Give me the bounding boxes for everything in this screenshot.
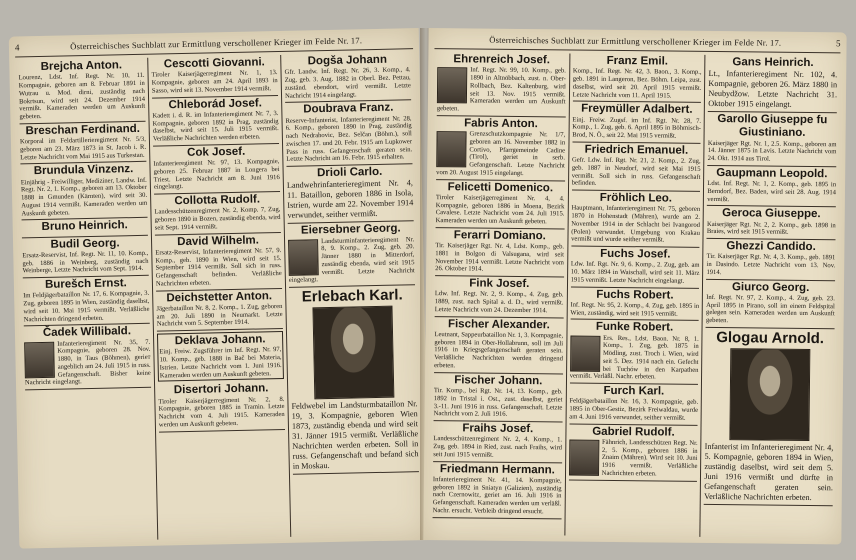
notice-name: Brejcha Anton. (40, 59, 123, 73)
notice-text: Im Feldjägerbataillon Nr. 17, 6. Kompagnie, 3. Zug, geboren 1895 in Wien, zuständig daselbst, wird seit 10. Mai 1915 vermißt. Verläßliche Nachrichten dringend erbeten. (23, 290, 150, 324)
notice-text: Fähnrich, Landesschützen Regt. Nr. 2, 5. Komp., geboren 1886 in Znaim (Mähren). Wird seit 10. Juni 1916 vermißt. Verläßliche Nachrichten erbeten. (601, 438, 698, 478)
notice-text: Reserve-Infanterist, Infanterieregiment Nr. 28, 6. Komp., geboren 1890 in Prag, zuständig nach Nedrahovic, Bez. Selčan (Böhm.), soll zwischen 17. und 20. Febr. 1915 am Lupkower Pass in russ. Gefangenschaft geraten sein. Letzte Nachricht am 16. Febr. 1915 erhalten. (285, 114, 413, 164)
notice-name: Gans Heinrich. (732, 56, 814, 70)
notice-text: Ldw. Inf. Regt. Nr. 2, 9. Komp., 4. Zug, geb. 1889, zust. nach Spital a. d. D., wird vermißt. Letzte Nachricht vom 24. Dezember 1914. (434, 290, 564, 315)
notice-name: Furch Karl. (603, 385, 665, 398)
notice-entry (288, 222, 415, 288)
column (281, 52, 423, 537)
notice-entry (572, 142, 701, 192)
notice-entry (436, 180, 565, 230)
notice-text: Landesschützenregiment Nr. 2, Komp. 7, Zug, geboren 1890 in Bozen, zuständig ebenda, wird seit Sept. 1914 vermißt. (154, 206, 281, 232)
column (15, 58, 158, 543)
notice-name: Cescotti Giovanni. (163, 56, 265, 71)
portrait-photo (569, 439, 599, 475)
notice-entry (24, 324, 151, 390)
portrait-photo (288, 239, 319, 276)
notice-entry (284, 52, 411, 103)
notice-entry (289, 285, 419, 475)
notice-entry (708, 55, 837, 114)
notice-entry (569, 384, 698, 426)
notice-name: Chleborád Josef. (168, 96, 262, 111)
notice-text: Ers. Res., Ldst. Baon. Nr. 8, 1. Komp., 1. Zug, geb. 1875 in Mödling, zust. Troch i. Wien, wird seit 5. Dez. 1914 nach ein. Gefecht bei Tuchów in den Karpathen vermißt. Verläßl. Nachr. erbeten. (569, 334, 699, 381)
notice-entry (18, 58, 145, 124)
notice-text: Jägerbataillon Nr. 8, 2. Komp., 1. Zug, geboren am 20. Juli 1890 in Neumarkt. Letzte Nachricht vom 5. September 1914. (156, 302, 283, 328)
notice-entry (158, 381, 285, 432)
notice-entry (706, 239, 835, 281)
notice-text: Tiroler Kaiserjägerregiment Nr. 4, 4. Kompagnie, geboren 1886 in Moena, Bezirk Cavalese. Letzte Nachricht vom 24. Juli 1915. Kameraden werden um Auskunft gebeten. (435, 193, 565, 226)
notice-entry (706, 280, 835, 330)
notice-entry (708, 112, 837, 167)
notice-text: Landsturminfanterieregiment Nr. 8, 9. Komp., 2. Zug, geb. 20. Jänner 1880 in Mitterdorf, zuständig ebenda, wird seit 1915 vermißt. Letzte Nachricht eingelangt. (288, 235, 415, 285)
portrait-photo (312, 306, 394, 400)
notice-entry (570, 287, 699, 321)
notice-text: Einj. Freiw. Zugsführer im Inf. Regt. Nr. 97, 10. Komp., geb. 1888 in Bač bei Materia, Istrien. Letzte Nachricht vom 1. Juni 1916. Kameraden werden um Auskunft gebeten. (159, 346, 282, 380)
notice-name: Garollo Giuseppe fu Giustiniano. (717, 113, 828, 140)
notice-name: Brundula Vinzenz. (33, 163, 134, 178)
notice-entry (435, 276, 564, 318)
notice-text: Infanterieregiment Nr. 35, 7. Kompagnie, geboren 28. Nov. 1880, in Taus (Böhmen), gerieт angeblich am 24. Juli 1915 in russ. Gefangenschaft. Bisher keine Nachricht eingelangt. (24, 338, 151, 387)
notice-entry (704, 328, 835, 507)
notice-text: Grenzschutzkompagnie Nr. 1/7, geboren am 16. November 1882 in Cortivo, Pfarrgemeinde Cadine (Tirol), geriet in serb. Gefangenschaft. Letzte Nachricht vom 20. August 1915 eingelangt. (436, 130, 566, 177)
notice-name: Deichstetter Anton. (166, 289, 273, 305)
notice-text: Feldjägerbataillon Nr. 16, 3. Kompagnie, geb. 1895 in Ober-Gestiz, Bezirk Freiwaldau, wurde am 4. Juni 1916 verwundet, seither vermißt. (569, 397, 699, 422)
notice-entry (285, 101, 412, 167)
notice-text: Gfr. Landw. Inf. Regt. Nr. 26, 3. Komp., 4. Zug, geb. 3. Aug. 1882 in Oberl. Bez. Pettau, zuständ. ebendort, wird vermißt. Letzte Nachricht 1914 eingelangt. (284, 66, 411, 100)
portrait-photo (437, 67, 467, 103)
portrait-photo (24, 341, 55, 378)
notice-entry (571, 247, 700, 289)
notice-text: Tir. Komp., bei Rgt. Nr. 14, 13. Komp., geb. 1892 in Tristal i. Ost., zust. daselbst, geriet 3.-11. Juni 1916 in russ. Gefangenschaft. Letzte Nachricht vom 2. Juli 1916. (433, 387, 563, 419)
column (429, 52, 570, 535)
notice-text: Komp., Inf. Regt. Nr. 42, 3. Baon., 3. Komp., geb. 1891 in Langeron, Bez. Böhm. Leipa, zust. daselbst, wird seit 20. April 1915 vermißt. Letzte Nachricht vom 11. April 1915. (572, 67, 702, 100)
notice-name: Ferarri Domiano. (453, 229, 546, 243)
notice-entry (20, 162, 147, 221)
notice-entry (152, 96, 279, 147)
notice-entry (707, 166, 836, 208)
notice-text: Landesschützenregiment Nr. 2, 4. Komp., 1. Zug, geb. 1894 in Ried, zust. nach Fraihs, wird seit Juni 1915 vermißt. (433, 435, 563, 459)
notice-text: Einj. Freiw. Zugsf. im Inf. Rgt. Nr. 28, 7. Komp., 1. Zug, geb. 6. April 1895 in Böhmisch-Brod, N. Ö., seit 22. Mai 1915 vermißt. (572, 116, 702, 140)
notice-name: Collotta Rudolf. (174, 193, 261, 208)
notice-entry (153, 144, 280, 195)
notice-entry (287, 164, 414, 224)
notice-entry (23, 276, 150, 327)
notice-text: Einjährig - Freiwilliger, Mediziner, Landw. Inf. Regt. Nr. 2, 1. Komp., geboren am 13. Oktober 1888 in Gmunden (Kärnten), wird seit 30. August 1914 vermißt. Kameraden werden um Auskunft gebeten. (20, 176, 148, 218)
notice-text: Ldw. Inf. Rgt. Nr. 9, 6. Komp., 2. Zug, geb. am 10. März 1894 in Waischall, wird seit 11. März 1915 vermißt. Letzte Nachricht eingelangt. (570, 260, 700, 285)
notice-text: Tir. Kaiserjäger Rgt. Nr. 4, Ldst. Komp., geb. 1881 in Bolgon di Valsugana, wird seit November 1914 vermißt. Letzte Nachricht vom 26. Oktober 1914. (435, 242, 565, 274)
notice-entry (436, 116, 565, 181)
notice-text: Ldst. Inf. Regt. Nr. 1, 2. Komp., geb. 1895 in Berndorf, Bez. Baden, wird seit 28. Aug. 1914 vermißt. (707, 180, 837, 203)
notice-text: Inf. Regt. Nr. 99, 10. Komp., geb. 1890 in Altnöbbach, zust. n. Ober-Rollbach, Bez. Kaltenburg, wird seit 13. Nov. 1915 vermißt. Kameraden werden um Auskunft gebeten. (436, 66, 566, 113)
notice-entry (707, 206, 836, 240)
notice-text: Inf. Regt. Nr. 95, 2. Komp., 4. Zug, geb. 1895 in Wien, zuständig, wird seit 1915 vermißt. (570, 301, 700, 318)
notice-name: Glogau Arnold. (716, 329, 825, 348)
notice-text: Ersatz-Reservist, Infanterieregiment Nr. 57, 9. Komp., geb. 1890 in Wien, wird seit 15. September 1914 vermißt. Soll sich in russ. Gefangenschaft befinden. Verläßliche Nachrichten erbeten. (155, 246, 282, 288)
notice-name: Dogša Johann (307, 53, 388, 68)
running-head-title-left: Österreichisches Suchblatt zur Ermittlung verschollener Krieger im Felde Nr. 17. (70, 35, 363, 52)
notice-name: Čadek Willibald. (42, 325, 132, 340)
notice-entry (151, 55, 278, 98)
left-columns (15, 52, 423, 542)
notice-name: Gaupmann Leopold. (716, 166, 828, 181)
notice-name: Ehrenreich Josef. (453, 53, 551, 67)
running-head-right (434, 34, 840, 53)
right-columns (429, 52, 840, 538)
notice-text: Kadett i. d. R. im Infanterieregiment Nr. 7, 3. Kompagnie, geboren 1892 in Prag, zuständig daselbst, wird seit 15. Juli 1915 vermißt. Verläßliche Nachrichten werden erbeten. (152, 109, 279, 143)
notice-text: Infanterieregiment Nr. 97, 13. Kompagnie, geboren 25. Februar 1887 in Longera bei Triest. Letzte Nachricht am 8. Juni 1916 eingelangt. (153, 158, 280, 191)
notice-name: Franz Emil. (606, 54, 669, 68)
notice-name: Freymüller Adalbert. (581, 102, 693, 117)
notice-name: Fischer Johann. (454, 374, 543, 387)
notice-name: Fischer Alexander. (447, 317, 550, 332)
column (148, 55, 291, 540)
portrait-photo (570, 335, 600, 371)
notice-entry (572, 102, 701, 144)
notice-name: David Wilhelm. (177, 234, 260, 248)
notice-name: Funke Robert. (595, 321, 674, 334)
notice-text: Korporal im Feldartillerieregiment Nr. 5/3, geboren am 23. März 1873 in St. Jacob i. R. Letzte Nachricht vom Mai 1915 aus Turkestan. (19, 135, 147, 161)
notice-entry (156, 289, 283, 332)
notice-entry (571, 191, 700, 248)
notice-name: Budil Georg. (50, 236, 120, 251)
notice-name: Cok Josef. (186, 145, 246, 159)
notice-name: Ghezzi Candido. (726, 240, 816, 254)
notice-entry (154, 192, 281, 235)
notice-text: Tiroler Kaiserjägerregiment Nr. 1, 13. Kompagnie, geboren am 24. April 1893 in Sasso, wird seit 13. November 1914 vermißt. (151, 69, 278, 95)
notice-entry (434, 317, 563, 374)
notice-entry (434, 373, 563, 423)
running-head-title-right: Österreichisches Suchblatt zur Ermittlung verschollener Krieger im Felde Nr. 17. (489, 34, 782, 48)
notice-name: Drioli Carlo. (316, 165, 383, 180)
notice-name: Geroca Giuseppe. (722, 207, 821, 221)
notice-name: Fraihs Josef. (462, 422, 534, 436)
notice-name: Disertori Johann. (173, 382, 269, 397)
notice-text: Feldwebel im Landsturmbataillon Nr. 19, 3. Kompagnie, geboren Wien 1873, zuständig ebenda und wird seit 31. Jänner 1915 vermißt. Verläßliche Nachrichten werden erbeten. Soll in russ. Gefangenschaft und befand sich in Moskau. (291, 399, 419, 472)
notice-entry (437, 52, 566, 117)
notice-text: Landwehrinfanterieregiment Nr. 4, 11. Bataillon, geboren 1886 in Isola, Istrien, wurde am 22. November 1914 verwundet, seither vermißt. (286, 178, 414, 221)
notice-text: Lt., Infanterieregiment Nr. 102, 4. Kompagnie, geboren 26. März 1880 in Neubydžow. Letzte Nachricht 31. Oktober 1915 eingelangt. (708, 69, 838, 110)
notice-name: Eiersebner Georg. (300, 222, 401, 237)
notice-entry (573, 54, 702, 104)
notice-name: Friedmann Hermann. (439, 462, 555, 476)
notice-name: Fabris Anton. (464, 117, 538, 130)
notice-entry (569, 424, 698, 481)
notice-entry (20, 122, 147, 165)
portrait-photo (729, 348, 810, 441)
notice-name: Doubrava Franz. (303, 101, 394, 116)
notice-entry (433, 421, 562, 463)
column (701, 55, 841, 538)
notice-name: Bruno Heinrich. (41, 219, 128, 234)
notice-text: Tir. Kaiserjäger Rgt. Nr. 4, 3. Komp., geb. 1891 in Dasindo. Letzte Nachricht vom 13. Nov. 1914. (706, 253, 836, 277)
notice-entry (155, 233, 282, 292)
notice-entry (22, 235, 149, 278)
notice-name: Gabriel Rudolf. (592, 425, 675, 439)
column (565, 53, 706, 536)
notice-name: Fuchs Robert. (596, 288, 674, 302)
page-number-left: 4 (14, 42, 20, 53)
notice-text: Kaiserjäger Rgt. Nr. 1, 2.5. Komp., geboren am 14. Jänner 1875 in Lavis. Letzte Nachricht vom 24. Okt. 1914 aus Tirol. (707, 139, 837, 163)
notice-name: Fink Josef. (469, 277, 530, 291)
notice-name: Breschan Ferdinand. (25, 122, 140, 138)
notice-text: Gefr. Ldw. Inf. Rgt. Nr. 21, 2. Komp., 2. Zug, geb. 1887 in Neudorf, wird seit Mai 1915 vermißt. Soll sich in russ. Gefangenschaft befinden. (571, 156, 701, 188)
notice-text: Hauptmann, Infanterieregiment Nr. 75, geboren 1870 in Hohenstadt (Mähren), wurde am 2. November 1914 in der Schlacht bei Ivangorod (Polen) verwundet. Umgebung von Krakau vermißt und wurde seither vermißt. (571, 204, 701, 244)
notice-entry (433, 462, 562, 519)
notice-text: Tiroler Kaiserjägerregiment Nr. 2, 8. Kompagnie, geboren 1885 in Tramin. Letzte Nachricht vom 4. Juli 1915. Kameraden werden um Auskunft gebeten. (158, 395, 285, 429)
notice-name: Friedrich Emanuel. (584, 143, 689, 157)
left-page (9, 28, 430, 548)
notice-name: Deklava Johann. (174, 333, 266, 348)
notice-name: Giurco Georg. (731, 280, 810, 294)
portrait-photo (436, 131, 466, 167)
page-number-right: 5 (835, 38, 841, 49)
notice-entry (157, 331, 284, 382)
notice-name: Burešch Ernst. (44, 277, 127, 292)
notice-text: Infanterieregiment Nr. 41, 14. Kompagnie, geboren 1892 in Sniatyn (Galizien), zuständig nach Czernowitz, geriet am 16. Juli 1916 in Gefangenschaft. Kameraden werden um verläßl. Nachr. ersucht. Verbleib dringend ersucht. (432, 475, 562, 516)
notice-name: Erlebach Karl. (301, 286, 403, 306)
notice-text: Ersatz-Reservist, Inf. Regt. Nr. 11, 10. Komp., geb. 1886 in Weinberg, zuständig nach Weinberge, Letzte Nachricht vom Sept. 1914. (22, 249, 149, 275)
notice-text: Inf. Regt. Nr. 97, 2. Komp., 4. Zug, geb. 23. April 1895 in Pirano, soll im einem Feldspital gelegen sein. Kameraden werden um Auskunft gebeten. (705, 293, 835, 325)
notice-entry (435, 228, 564, 278)
notice-name: Felicetti Domenico. (447, 180, 554, 194)
right-page (423, 28, 846, 544)
notice-text: Kaiserjäger Rgt. Nr. 2, 2. Komp., geb. 1898 in Braies, wird seit 1915 vermißt. (706, 220, 836, 237)
notice-text: Lourenz, Ldst. Inf. Regt. Nr. 10, 11. Kompagnie, geboren am 8. Februar 1891 in Wutrau u. Mod. dirni, zuständig nach Bokrtsun, wird seit 24. Dezember 1914 vermißt. Kameraden werden um Auskunft gebeten. (18, 72, 146, 121)
notice-name: Fuchs Josef. (600, 247, 671, 261)
notice-text: Infanterist im Infanterieregiment Nr. 4, 5. Kompagnie, geboren 1894 in Wien, zuständig daselbst, wird seit dem 5. Juni 1916 vermißt und dürfte in Gefangenschaft geraten sein. Verläßliche Nachrichten erbeten. (704, 442, 834, 503)
notice-entry (570, 320, 699, 385)
notice-text: Leutnant, Sappeurbataillon Nr. 1, 3. Kompagnie, geboren 1894 in Ober-Hollabrunn, soll im Juli 1916 in Kriegsgefangenschaft geraten sein. Verläßliche Nachrichten werden dringend erbeten. (434, 331, 564, 370)
notice-name: Fröhlich Leo. (599, 191, 673, 205)
